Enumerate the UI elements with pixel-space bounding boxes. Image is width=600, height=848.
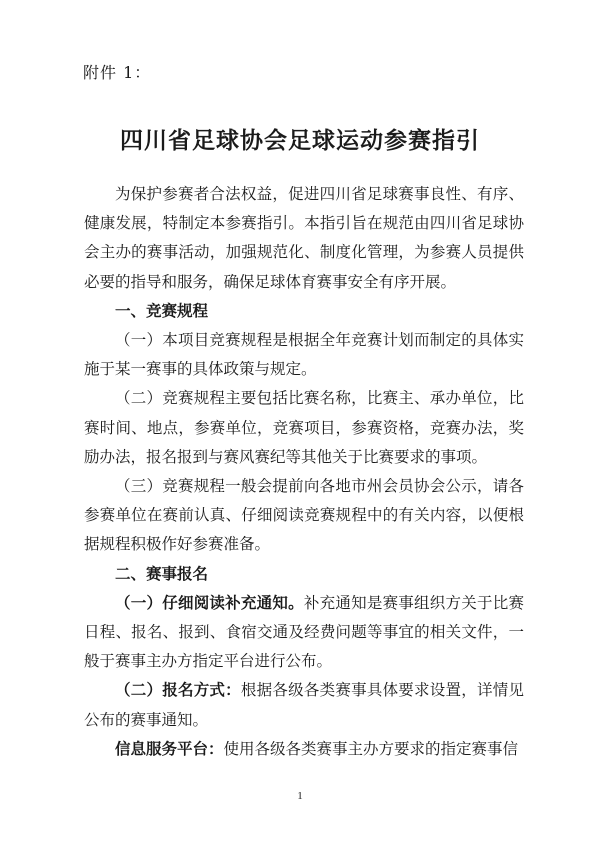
attachment-label: 附件 1： bbox=[83, 63, 152, 82]
rules-item-1: （一）本项目竞赛规程是根据全年竞赛计划而制定的具体实施于某一赛事的具体政策与规定。 bbox=[84, 331, 524, 379]
page-number: 1 bbox=[297, 790, 303, 802]
registration-item-2-lead: （二）报名方式： bbox=[115, 681, 241, 700]
registration-item-3 bbox=[84, 735, 524, 764]
document-title: 四川省足球协会足球运动参赛指引 bbox=[120, 128, 480, 154]
section-heading-registration: 二、赛事报名 bbox=[115, 564, 209, 583]
registration-item-3-text: 使用各级各类赛事主办方要求的指定赛事信 bbox=[223, 739, 519, 758]
registration-item-1 bbox=[84, 589, 524, 677]
registration-item-2 bbox=[84, 676, 524, 734]
registration-item-1-text: 补充通知是赛事组织方关于比赛日程、报名、报到、食宿交通及经费问题等事宜的相关文件，一般于赛事主办方指定平台进行公布。 bbox=[84, 593, 524, 671]
registration-item-3-lead: 信息服务平台： bbox=[115, 739, 224, 758]
section-heading-competition-rules: 一、竞赛规程 bbox=[115, 301, 209, 320]
document-body bbox=[84, 180, 524, 764]
rules-item-2: （二）竞赛规程主要包括比赛名称，比赛主、承办单位，比赛时间、地点，参赛单位，竞赛项目，参赛资格，竞赛办法，奖励办法，报名报到与赛风赛纪等其他关于比赛要求的事项。 bbox=[84, 389, 524, 466]
registration-item-2-text: 根据各级各类赛事具体要求设置，详情见公布的赛事通知。 bbox=[84, 681, 524, 729]
registration-item-1-lead: （一）仔细阅读补充通知。 bbox=[115, 593, 304, 612]
intro-paragraph: 为保护参赛者合法权益，促进四川省足球赛事良性、有序、健康发展，特制定本参赛指引。本指引旨在规范由四川省足球协会主办的赛事活动，加强规范化、制度化管理，为参赛人员提供必要的指导和服务，确保足球体育赛事安全有序开展。 bbox=[84, 185, 524, 291]
rules-item-3: （三）竞赛规程一般会提前向各地市州会员协会公示，请各参赛单位在赛前认真、仔细阅读竞赛规程中的有关内容，以便根据规程积极作好参赛准备。 bbox=[84, 477, 524, 554]
